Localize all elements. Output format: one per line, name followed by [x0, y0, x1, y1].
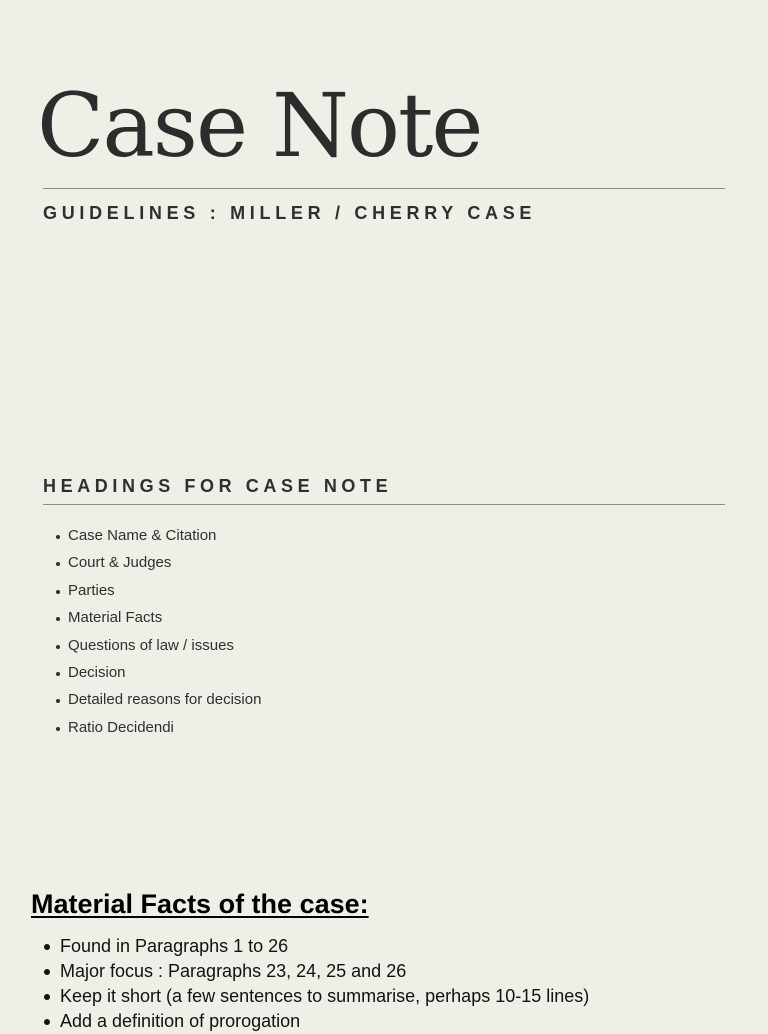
list-item: Questions of law / issues	[48, 633, 261, 660]
list-item: Case Name & Citation	[48, 523, 261, 550]
headings-section-title: HEADINGS FOR CASE NOTE	[43, 476, 393, 496]
list-item: Found in Paragraphs 1 to 26	[40, 934, 589, 959]
list-item: Detailed reasons for decision	[48, 687, 261, 714]
material-facts-list	[40, 934, 589, 1034]
list-item: Keep it short (a few sentences to summarise, perhaps 10-15 lines)	[40, 984, 589, 1009]
list-item: Major focus : Paragraphs 23, 24, 25 and 26	[40, 959, 589, 984]
page-title: Case Note	[37, 74, 482, 177]
list-item: Parties	[48, 578, 261, 605]
list-item: Decision	[48, 660, 261, 687]
title-divider	[43, 188, 725, 189]
material-facts-heading: Material Facts of the case:	[31, 889, 369, 919]
list-item: Court & Judges	[48, 550, 261, 577]
list-item: Ratio Decidendi	[48, 715, 261, 742]
list-item: Material Facts	[48, 605, 261, 632]
section-divider	[43, 504, 725, 505]
headings-list	[48, 523, 261, 742]
page-subtitle: GUIDELINES : MILLER / CHERRY CASE	[43, 203, 537, 223]
list-item: Add a definition of prorogation	[40, 1009, 589, 1034]
